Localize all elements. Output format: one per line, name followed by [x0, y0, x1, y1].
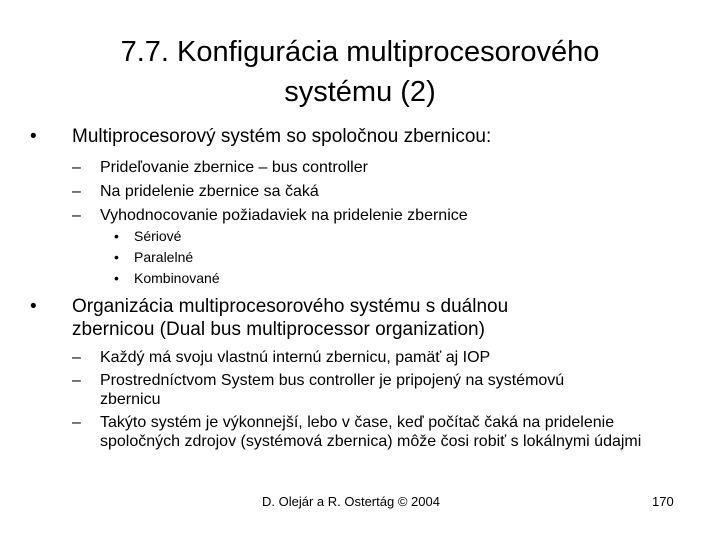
- subsubitem-text: Paralelné: [134, 249, 194, 265]
- slide-title: [60, 32, 660, 112]
- page-number: 170: [652, 494, 674, 509]
- subitem-text: Prostredníctvom System bus controller je pripojený na systémovú zbernicu: [100, 372, 565, 408]
- subsubitem-text: Sériové: [134, 228, 182, 244]
- bullet-text: Multiprocesorový systém so spoločnou zbernicou:: [72, 126, 492, 147]
- dash-marker: –: [72, 159, 81, 176]
- title-line-2: systému (2): [284, 76, 436, 108]
- dash-marker: –: [72, 349, 81, 366]
- title-line-1: 7.7. Konfigurácia multiprocesorového: [120, 36, 600, 68]
- subitem-text: Na pridelenie zbernice sa čaká: [100, 183, 319, 200]
- subsubitem-text: Kombinované: [134, 270, 220, 286]
- subitem-text: Prideľovanie zbernice – bus controller: [100, 159, 368, 176]
- subitem-text: Vyhodnocovanie požiadaviek na pridelenie zbernice: [100, 207, 468, 224]
- small-bullet-marker: •: [114, 228, 119, 244]
- bullet-marker: •: [30, 296, 37, 317]
- small-bullet-marker: •: [114, 270, 119, 286]
- subitem-text: Každý má svoju vlastnú internú zbernicu, pamäť aj IOP: [100, 349, 491, 366]
- bullet-text-line-1: Organizácia multiprocesorového systému s duálnou: [72, 296, 509, 317]
- subitem-text: Takýto systém je výkonnejší, lebo v čase, keď počítač čaká na pridelenie spoločných zdrojov (systémová zbernica) môže čosi robiť s lokálnymi údajmi: [100, 414, 642, 450]
- dash-marker: –: [72, 183, 81, 200]
- small-bullet-marker: •: [114, 249, 119, 265]
- bullet-text-line-2: zbernicou (Dual bus multiprocessor organization): [72, 319, 485, 340]
- dash-marker: –: [72, 414, 81, 431]
- dash-marker: –: [72, 372, 81, 389]
- bullet-marker: •: [30, 126, 37, 147]
- dash-marker: –: [72, 207, 81, 224]
- footer-credit: D. Olejár a R. Ostertág © 2004: [262, 494, 440, 509]
